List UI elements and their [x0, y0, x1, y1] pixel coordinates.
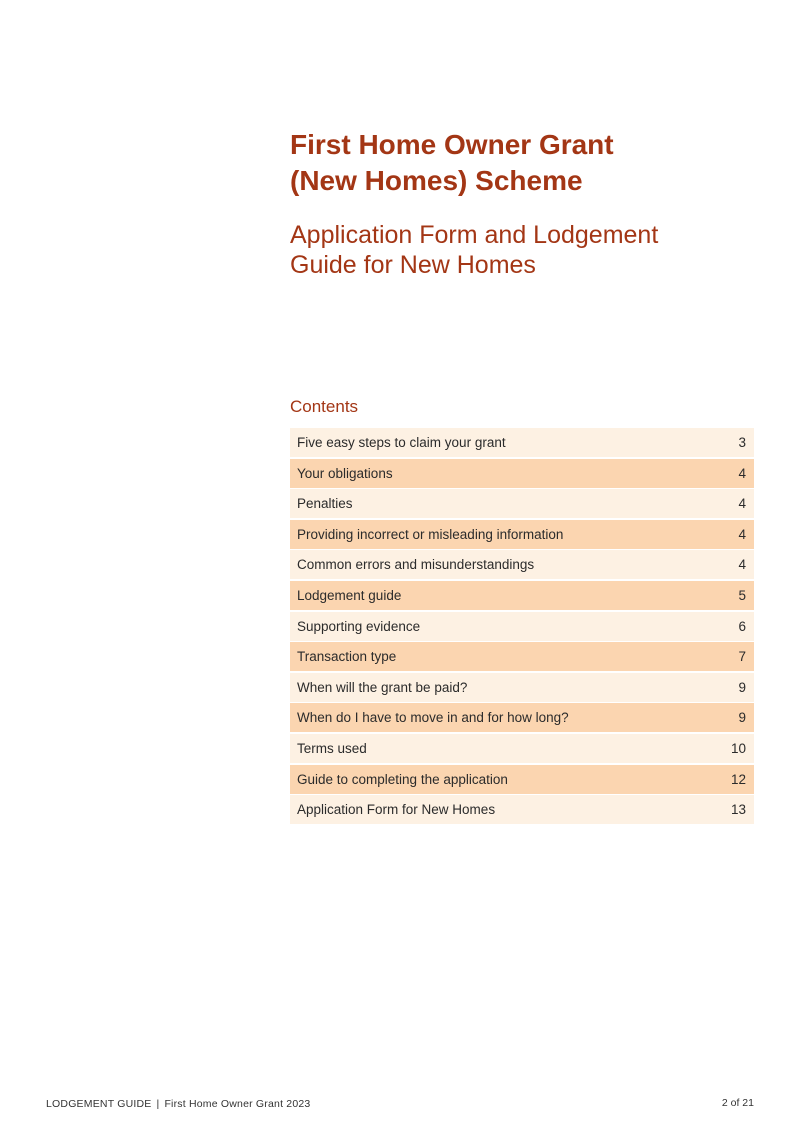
toc-entry[interactable] [290, 734, 754, 763]
footer-document-info [46, 1098, 310, 1110]
document-title [290, 127, 760, 199]
toc-entry-label: Common errors and misunderstandings [297, 557, 535, 573]
document-subtitle-line-2: Guide for New Homes [290, 251, 536, 279]
toc-entry-label: When do I have to move in and for how long? [297, 710, 569, 726]
toc-entry-label: Your obligations [297, 465, 393, 481]
toc-entry-label: Application Form for New Homes [297, 802, 496, 818]
table-of-contents [290, 428, 754, 826]
document-title-line-2: (New Homes) Scheme [290, 165, 583, 196]
footer-section-label: LODGEMENT GUIDE [46, 1098, 152, 1110]
document-subtitle-line-1: Application Form and Lodgement [290, 221, 659, 249]
toc-entry-label: Five easy steps to claim your grant [297, 435, 506, 450]
toc-entry-page: 7 [738, 649, 746, 665]
document-title-line-1: First Home Owner Grant [290, 129, 614, 160]
toc-entry[interactable] [290, 520, 754, 549]
toc-entry[interactable] [290, 550, 754, 579]
toc-entry-page: 4 [738, 496, 746, 512]
toc-entry[interactable] [290, 459, 754, 488]
toc-entry-label: Providing incorrect or misleading information [297, 526, 564, 542]
toc-entry-page: 5 [738, 587, 746, 603]
toc-entry-page: 9 [738, 710, 746, 726]
toc-entry-page: 10 [730, 740, 746, 756]
toc-entry[interactable] [290, 642, 754, 671]
toc-entry-label: When will the grant be paid? [297, 679, 468, 695]
toc-entry-page: 12 [730, 771, 746, 787]
contents-heading: Contents [290, 397, 359, 416]
toc-entry-page: 3 [738, 435, 746, 450]
toc-entry-page: 4 [738, 465, 746, 481]
footer-document-name: First Home Owner Grant 2023 [164, 1098, 311, 1110]
toc-entry[interactable] [290, 612, 754, 641]
toc-entry-page: 4 [738, 526, 746, 542]
toc-entry-label: Penalties [297, 496, 353, 512]
toc-entry-page: 6 [738, 618, 746, 634]
toc-entry[interactable] [290, 428, 754, 457]
toc-entry[interactable] [290, 795, 754, 824]
toc-entry-page: 9 [738, 679, 746, 695]
toc-entry[interactable] [290, 703, 754, 732]
toc-entry-label: Guide to completing the application [297, 771, 508, 787]
toc-entry-label: Supporting evidence [297, 618, 421, 634]
toc-entry[interactable] [290, 489, 754, 518]
toc-entry-label: Transaction type [297, 649, 397, 665]
footer-separator: | [156, 1098, 160, 1110]
toc-entry-label: Terms used [297, 740, 367, 756]
toc-entry-page: 13 [730, 802, 746, 818]
toc-entry[interactable] [290, 765, 754, 794]
toc-entry-page: 4 [738, 557, 746, 573]
toc-entry[interactable] [290, 581, 754, 610]
toc-entry[interactable] [290, 673, 754, 702]
page-number: 2 of 21 [721, 1097, 754, 1109]
document-subtitle [290, 220, 760, 280]
toc-entry-label: Lodgement guide [297, 587, 402, 603]
